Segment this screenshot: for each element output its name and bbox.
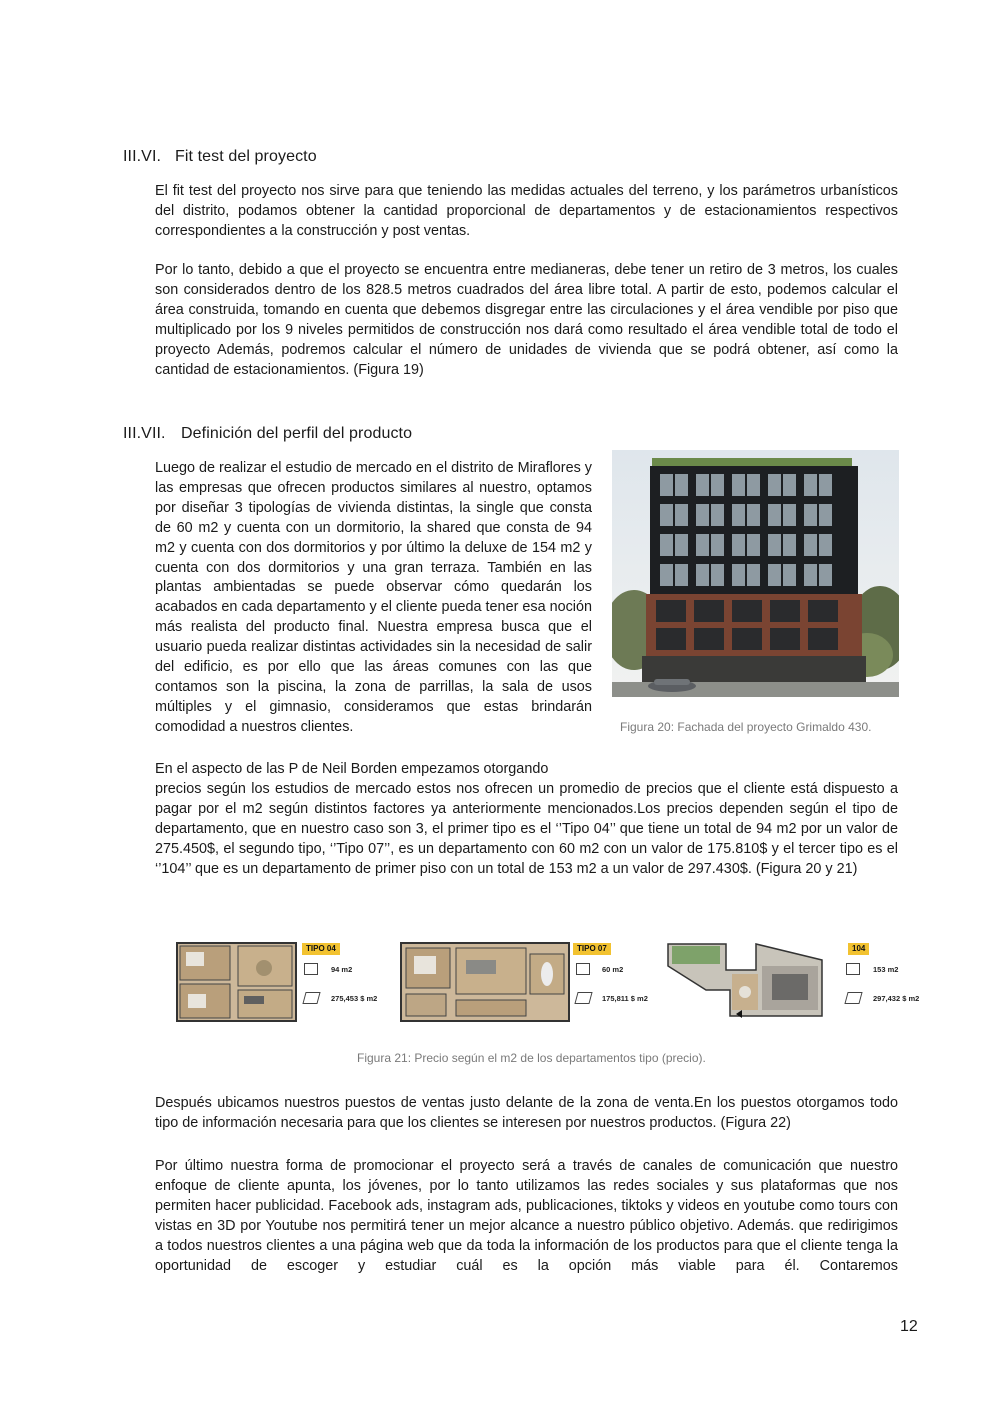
plan-price: 175,811 $ m2 [602,994,648,1003]
plan-area: 153 m2 [873,965,899,974]
area-icon [846,963,860,975]
floor-plan-104 [666,940,826,1024]
page-number: 12 [900,1318,918,1335]
floor-plan-tipo-07 [400,942,570,1022]
floor-plan-tipo-04-drawing [178,944,295,1020]
plan-price: 275,453 $ m2 [331,994,378,1003]
product-profile-paragraph-4: Por último nuestra forma de promocionar el proyecto será a través de canales de comunicación que nuestro enfoque de cliente apunta, los jóvenes, por lo tanto utilizamos las redes sociales y sus plataformas que nos permiten hacer publicidad. Facebook ads, instagram ads, publicaciones, tiktoks y videos en youtube como tours con vistas en 3D por Youtube nos permitirá tener un mejor alcance a nuestro público objetivo. Además. que redirigimos a todos nuestros clientes a una página web que da toda la información de los productos para que el cliente tenga la oportunidad de escoger y estudiar cuál es la opción más viable para él. Contaremos [155,1158,898,1274]
area-icon [576,963,590,975]
floor-plan-tipo-04 [176,942,297,1022]
plan-tag: TIPO 04 [302,943,340,955]
price-icon [844,992,862,1004]
figure-21-caption: Figura 21: Precio según el m2 de los departamentos tipo (precio). [357,1051,706,1065]
area-icon [304,963,318,975]
building-facade-image [612,450,899,697]
plan-area: 94 m2 [331,965,353,974]
plan-tag: TIPO 07 [573,943,611,955]
floor-plan-tipo-07-drawing [402,944,568,1020]
floor-plan-104-drawing [666,940,826,1024]
building-facade-illustration [612,450,899,697]
section-title: Definición del perfil del producto [181,425,413,442]
section-heading-product-profile [123,425,412,443]
fit-test-paragraph-1: El fit test del proyecto nos sirve para que teniendo las medidas actuales del terreno, y los parámetros urbanísticos del distrito, podamos obtener la cantidad proporcional de departamentos y de estacionamientos respectivos correspondientes a la construcción y post ventas. [155,183,898,239]
plan-price: 297,432 $ m2 [873,994,920,1003]
section-title: Fit test del proyecto [175,148,317,165]
section-heading-fit-test [123,148,317,166]
price-icon [302,992,320,1004]
floor-plans-figure [176,940,926,1025]
fit-test-paragraph-2: Por lo tanto, debido a que el proyecto se encuentra entre medianeras, debe tener un retiro de 3 metros, los cuales son considerados dentro de los 828.5 metros cuadrados del área libre total. A partir de esto, podemos calcular el área construida, tomando en cuenta que debemos disgregar entre las circulaciones y el área vendible por piso que multiplicado por los 9 niveles permitidos de construcción nos dará como resultado el área vendible total de todo el proyecto Además, podremos calcular el número de unidades de vivienda que se podrá obtener, así como la cantidad de estacionamientos. (Figura 19) [155,262,898,378]
price-icon [574,992,592,1004]
plan-area: 60 m2 [602,965,624,974]
plan-tag: 104 [848,943,869,955]
product-profile-paragraph-1: Luego de realizar el estudio de mercado en el distrito de Miraflores y las empresas que ofrecen productos similares al nuestro, optamos por diseñar 3 tipologías de vivienda distintas, la single que consta de 60 m2 y cuenta con un dormitorio, la shared que consta de 94 m2 y cuenta con dos dormitorios y por último la deluxe de 154 m2 y cuenta con dos dormitorios y una gran terraza. También en las plantas ambientadas se puede observar cómo quedarán los acabados en cada departamento y el cliente pueda tener esa noción más realista del producto final. Nuestra empresa busca que el usuario pueda realizar distintas actividades sin la necesidad de salir del edificio, es por ello que las áreas comunes con las que contamos son la piscina, la zona de parrillas, la sala de usos múltiples y el gimnasio, consideramos que estas brindarán comodidad a nuestros clientes. [155,460,592,735]
figure-20-caption: Figura 20: Fachada del proyecto Grimaldo 430. [620,720,872,734]
product-profile-paragraph-2: precios según los estudios de mercado estos nos ofrecen un promedio de precios que el cliente está dispuesto a pagar por el m2 según distintos factores ya anteriormente mencionados.Los precios dependen según el tipo de departamento, que en nuestro caso son 3, el primer tipo es el ‘’Tipo 04’’ que tiene un total de 94 m2 por un valor de 275.450$, el segundo tipo, ‘’Tipo 07’’, es un departamento con 60 m2 con un valor de 175.810$ y el tercer tipo es el ‘’104’’ que es un departamento de primer piso con un total de 153 m2 a un valor de 297.430$. (Figura 20 y 21) [155,781,898,877]
product-profile-paragraph-2-start: En el aspecto de las P de Neil Borden empezamos otorgando [155,761,549,777]
section-number: III.VII. [123,425,166,442]
section-number: III.VI. [123,148,162,165]
product-profile-paragraph-3: Después ubicamos nuestros puestos de ventas justo delante de la zona de venta.En los puestos otorgamos todo tipo de información necesaria para que los clientes se interesen por nuestros productos. (Figura 22) [155,1095,898,1131]
